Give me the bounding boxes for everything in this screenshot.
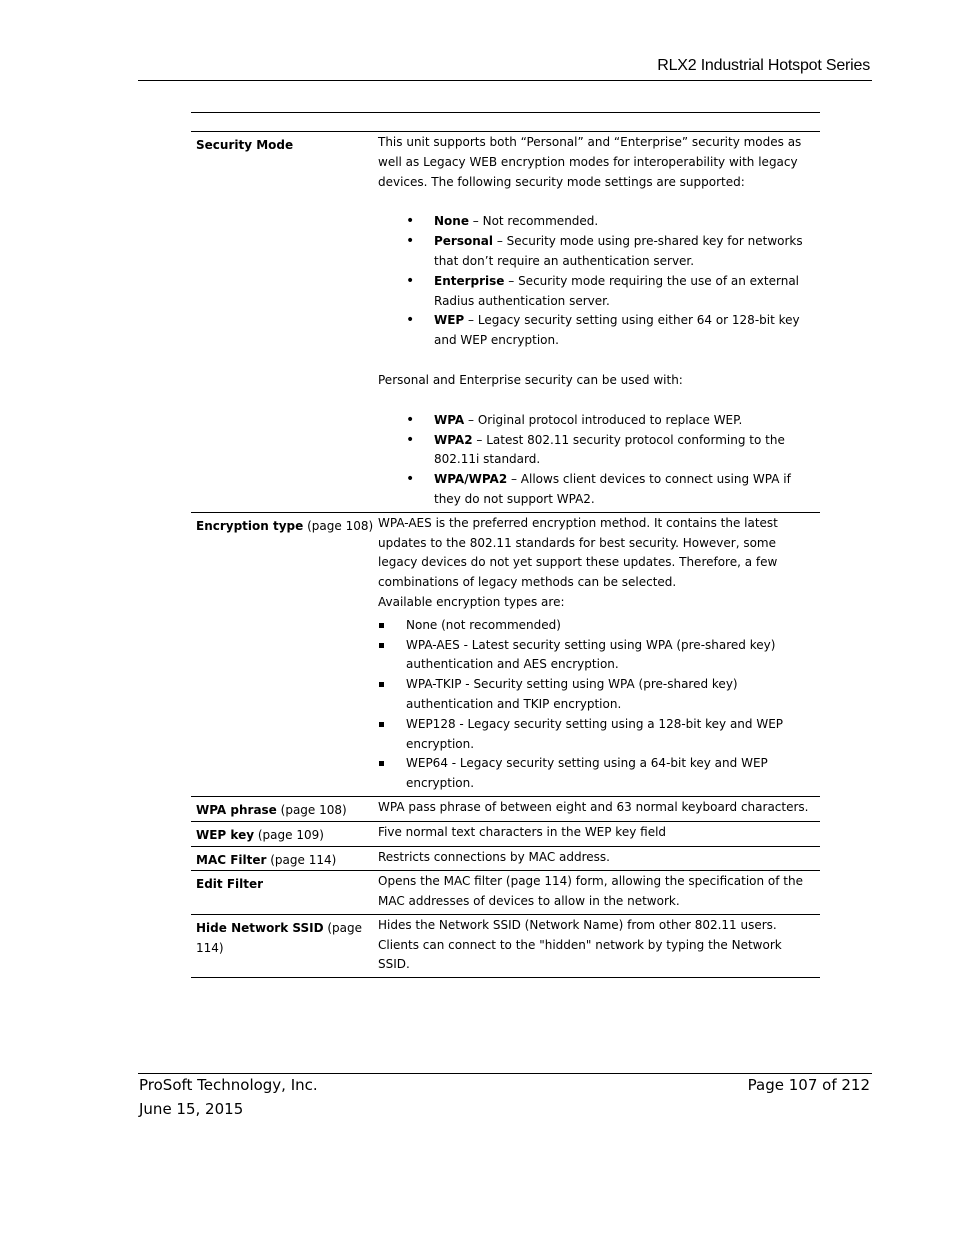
list-item [378,470,812,510]
table-row [191,871,820,915]
table-header-cell [191,113,374,132]
table-header-cell [374,113,820,132]
param-name: Edit Filter [196,877,264,892]
param-page-ref: (page 114) [266,852,337,867]
table-row [191,512,820,796]
footer-date: June 15, 2015 [139,1100,244,1118]
description-text: Available encryption types are: [378,594,565,609]
header-rule [138,80,872,81]
list-item-term: None [434,214,469,229]
list-item-term: WEP [434,313,465,328]
param-name: Hide Network SSID [196,920,324,935]
list-item-text: – Security mode using pre-shared key for networks that don’t require an authentication server. [434,234,803,268]
param-description-cell [374,132,820,513]
list-item [378,212,812,232]
param-description-cell: Five normal text characters in the WEP key field [374,821,820,846]
param-label-cell [191,914,374,977]
table-row [191,821,820,846]
param-label-cell [191,132,374,513]
table-row [191,796,820,821]
param-label-cell [191,871,374,915]
security-mode-list [378,212,812,351]
table-row [191,846,820,871]
list-item-term: WPA2 [434,432,473,447]
list-item-term: Personal [434,234,493,249]
list-item-text: – Latest 802.11 security protocol conforming to the 802.11i standard. [434,432,785,467]
list-item: None (not recommended) [378,616,812,636]
parameter-table [191,112,820,978]
param-description-cell: Restricts connections by MAC address. [374,846,820,871]
param-page-ref: (page 108) [303,518,374,533]
param-page-ref: (page 109) [254,827,324,842]
document-header-title: RLX2 Industrial Hotspot Series [657,57,870,74]
param-label-cell [191,846,374,871]
list-item [378,272,812,312]
encryption-type-list [378,616,812,794]
protocol-list [378,411,812,510]
param-description-cell: Hides the Network SSID (Network Name) from other 802.11 users. Clients can connect to the "hidden" network by typing the Network SSID. [374,914,820,977]
table-row [191,132,820,513]
list-item: WEP64 - Legacy security setting using a 64-bit key and WEP encryption. [378,754,812,794]
list-item: WPA-TKIP - Security setting using WPA (pre-shared key) authentication and TKIP encryption. [378,675,812,715]
param-name: Security Mode [196,138,294,152]
table-header-row [191,113,820,132]
param-label-cell [191,796,374,821]
list-item [378,411,812,431]
param-label-cell [191,512,374,796]
param-description-cell [374,512,820,796]
list-item [378,311,812,351]
footer-rule [138,1073,872,1074]
list-item-text: – Legacy security setting using either 64 or 128-bit key and WEP encryption. [434,313,800,348]
list-item-text: – Allows client devices to connect using WPA if they do not support WPA2. [434,472,791,506]
list-item-text: – Not recommended. [468,214,599,229]
list-item-term: WPA/WPA2 [434,472,508,487]
list-item-text: – Security mode requiring the use of an external Radius authentication server. [434,273,800,308]
param-name: WEP key [196,827,255,842]
param-name: MAC Filter [196,852,267,867]
table-row [191,914,820,977]
param-label-cell [191,821,374,846]
param-description-cell: Opens the MAC filter (page 114) form, allowing the specification of the MAC addresses of devices to allow in the network. [374,871,820,915]
list-item: WEP128 - Legacy security setting using a 128-bit key and WEP encryption. [378,715,812,755]
list-item [378,232,812,272]
list-item-text: – Original protocol introduced to replace WEP. [464,412,743,427]
list-item: WPA-AES - Latest security setting using WPA (pre-shared key) authentication and AES encryption. [378,636,812,676]
description-text: Personal and Enterprise security can be used with: [378,372,683,387]
param-name: Encryption type [196,518,304,533]
list-item-term: Enterprise [434,273,505,288]
description-text: This unit supports both “Personal” and “Enterprise” security modes as well as Legacy WEB encryption modes for interoperability with legacy devices. The following security mode settings are supported: [378,135,802,189]
list-item-term: WPA [434,412,465,427]
param-page-ref: (page 114) [196,920,363,955]
footer-page-number: Page 107 of 212 [747,1076,870,1094]
param-description-cell: WPA pass phrase of between eight and 63 normal keyboard characters. [374,796,820,821]
param-name: WPA phrase [196,802,277,817]
list-item [378,431,812,471]
description-text: WPA-AES is the preferred encryption method. It contains the latest updates to the 802.11 standards for best security. However, some legacy devices do not yet support these updates. Therefore, a few combinations of legacy methods can be selected. [378,515,778,590]
footer-company: ProSoft Technology, Inc. [139,1076,318,1094]
param-page-ref: (page 108) [276,802,347,817]
